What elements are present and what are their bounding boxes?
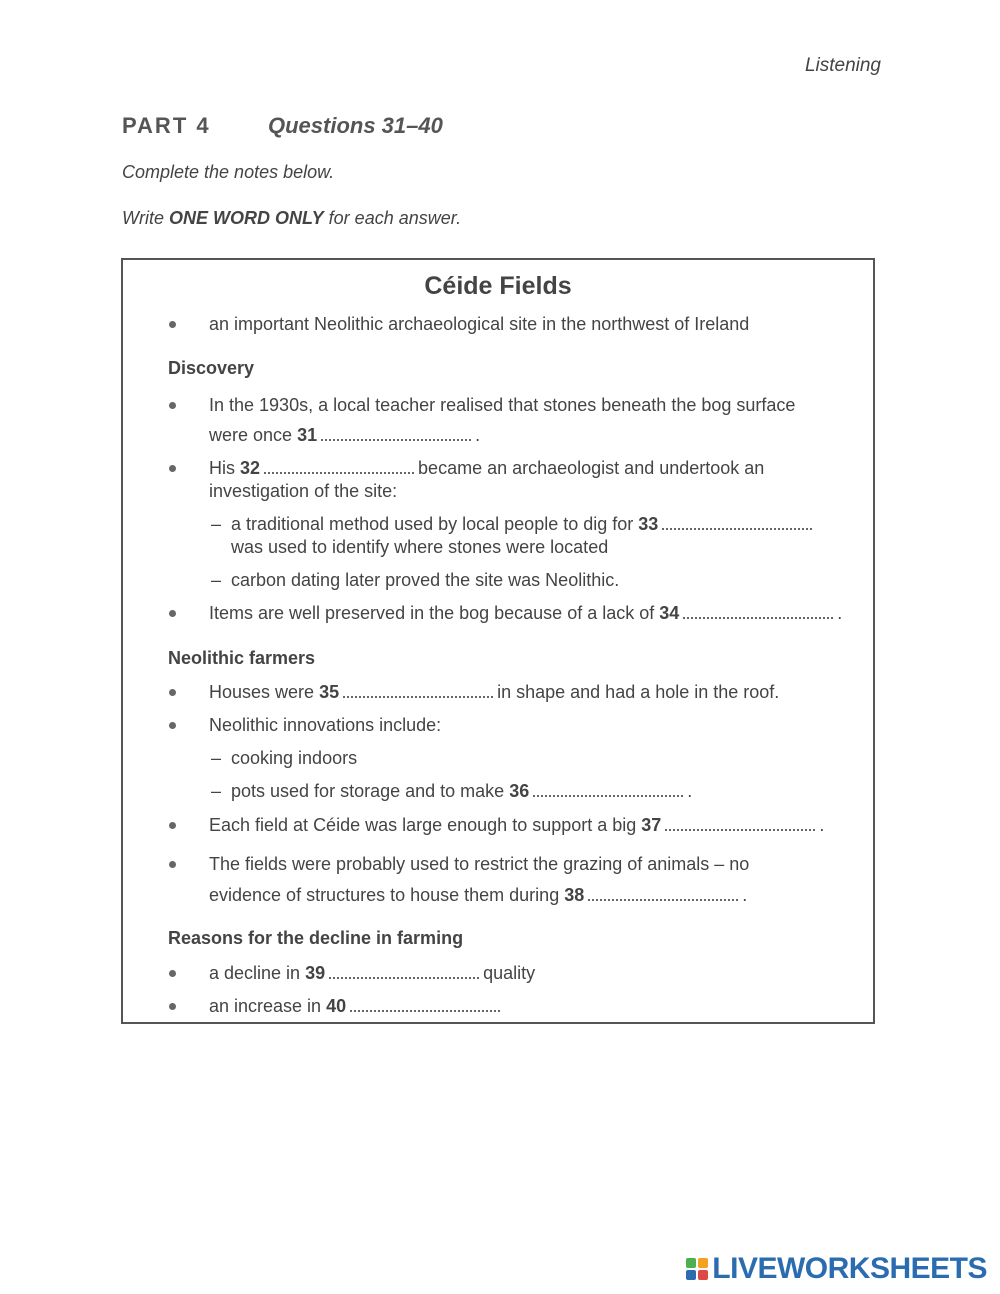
question-number-35: 35 [319,682,340,702]
notes-box [121,258,875,1024]
answer-blank-38[interactable] [588,897,738,901]
bullet-icon [169,1003,176,1010]
discovery-bullet-2-line-2: investigation of the site: [209,481,398,501]
farmers-bullet-4-line-2: evidence of structures to house them during 38 . [209,885,748,905]
discovery-dash-2: – carbon dating later proved the site was Neolithic. [211,570,620,590]
question-number-33: 33 [638,514,659,534]
heading-discovery: Discovery [168,358,255,378]
bullet-icon [169,722,176,729]
question-number-34: 34 [659,603,680,623]
decline-bullet-1: a decline in 39 quality [209,961,535,985]
question-number-40: 40 [326,996,347,1016]
discovery-bullet-3: Items are well preserved in the bog because of a lack of 34 . [209,601,842,625]
farmers-bullet-2: Neolithic innovations include: [209,713,441,737]
logo-text: LIVEWORKSHEETS [712,1252,987,1285]
intro-bullet: an important Neolithic archaeological site in the northwest of Ireland [209,312,749,336]
answer-blank-40[interactable] [350,1008,500,1012]
logo-mark-icon [686,1258,708,1280]
instruction-word-limit: Write ONE WORD ONLY for each answer. [122,208,462,228]
question-number-39: 39 [305,963,326,983]
answer-blank-37[interactable] [665,827,815,831]
farmers-dash-2: – pots used for storage and to make 36 . [211,781,693,801]
farmers-bullet-1: Houses were 35 in shape and had a hole in the roof. [209,680,779,704]
farmers-bullet-3: Each field at Céide was large enough to support a big 37 . [209,813,824,837]
part-label: PART 4 [122,113,211,138]
farmers-bullet-4: The fields were probably used to restrict the grazing of animals – no [209,852,749,876]
question-number-37: 37 [641,815,662,835]
heading-decline: Reasons for the decline in farming [168,928,464,948]
question-number-32: 32 [240,458,261,478]
answer-blank-33[interactable] [662,526,812,530]
bullet-icon [169,822,176,829]
discovery-bullet-2: His 32 became an archaeologist and undertook an [209,456,764,480]
answer-blank-34[interactable] [683,615,833,619]
farmers-dash-1: – cooking indoors [211,748,358,768]
bullet-icon [169,402,176,409]
answer-blank-32[interactable] [264,470,414,474]
bullet-icon [169,689,176,696]
section-label: Listening [804,55,881,76]
discovery-bullet-1: In the 1930s, a local teacher realised that stones beneath the bog surface [209,393,795,417]
answer-blank-31[interactable] [321,437,471,441]
question-number-36: 36 [509,781,530,801]
discovery-bullet-1-line-2: were once 31 . [209,425,481,445]
bullet-icon [169,321,176,328]
bullet-icon [169,861,176,868]
bullet-icon [169,465,176,472]
discovery-dash-1: – a traditional method used by local people to dig for 33 [231,512,816,536]
discovery-dash-1-line-2: was used to identify where stones were located [231,537,609,557]
answer-blank-39[interactable] [329,975,479,979]
question-number-31: 31 [297,425,318,445]
answer-blank-36[interactable] [533,793,683,797]
notes-title: Céide Fields [424,272,572,300]
part-heading [122,113,443,139]
bullet-icon [169,970,176,977]
questions-range: Questions 31–40 [268,113,443,138]
liveworksheets-logo [686,1254,987,1284]
heading-neolithic-farmers: Neolithic farmers [168,648,316,668]
instruction-complete: Complete the notes below. [122,162,335,182]
bullet-icon [169,610,176,617]
question-number-38: 38 [564,885,585,905]
answer-blank-35[interactable] [343,694,493,698]
decline-bullet-2: an increase in 40 [209,994,504,1018]
